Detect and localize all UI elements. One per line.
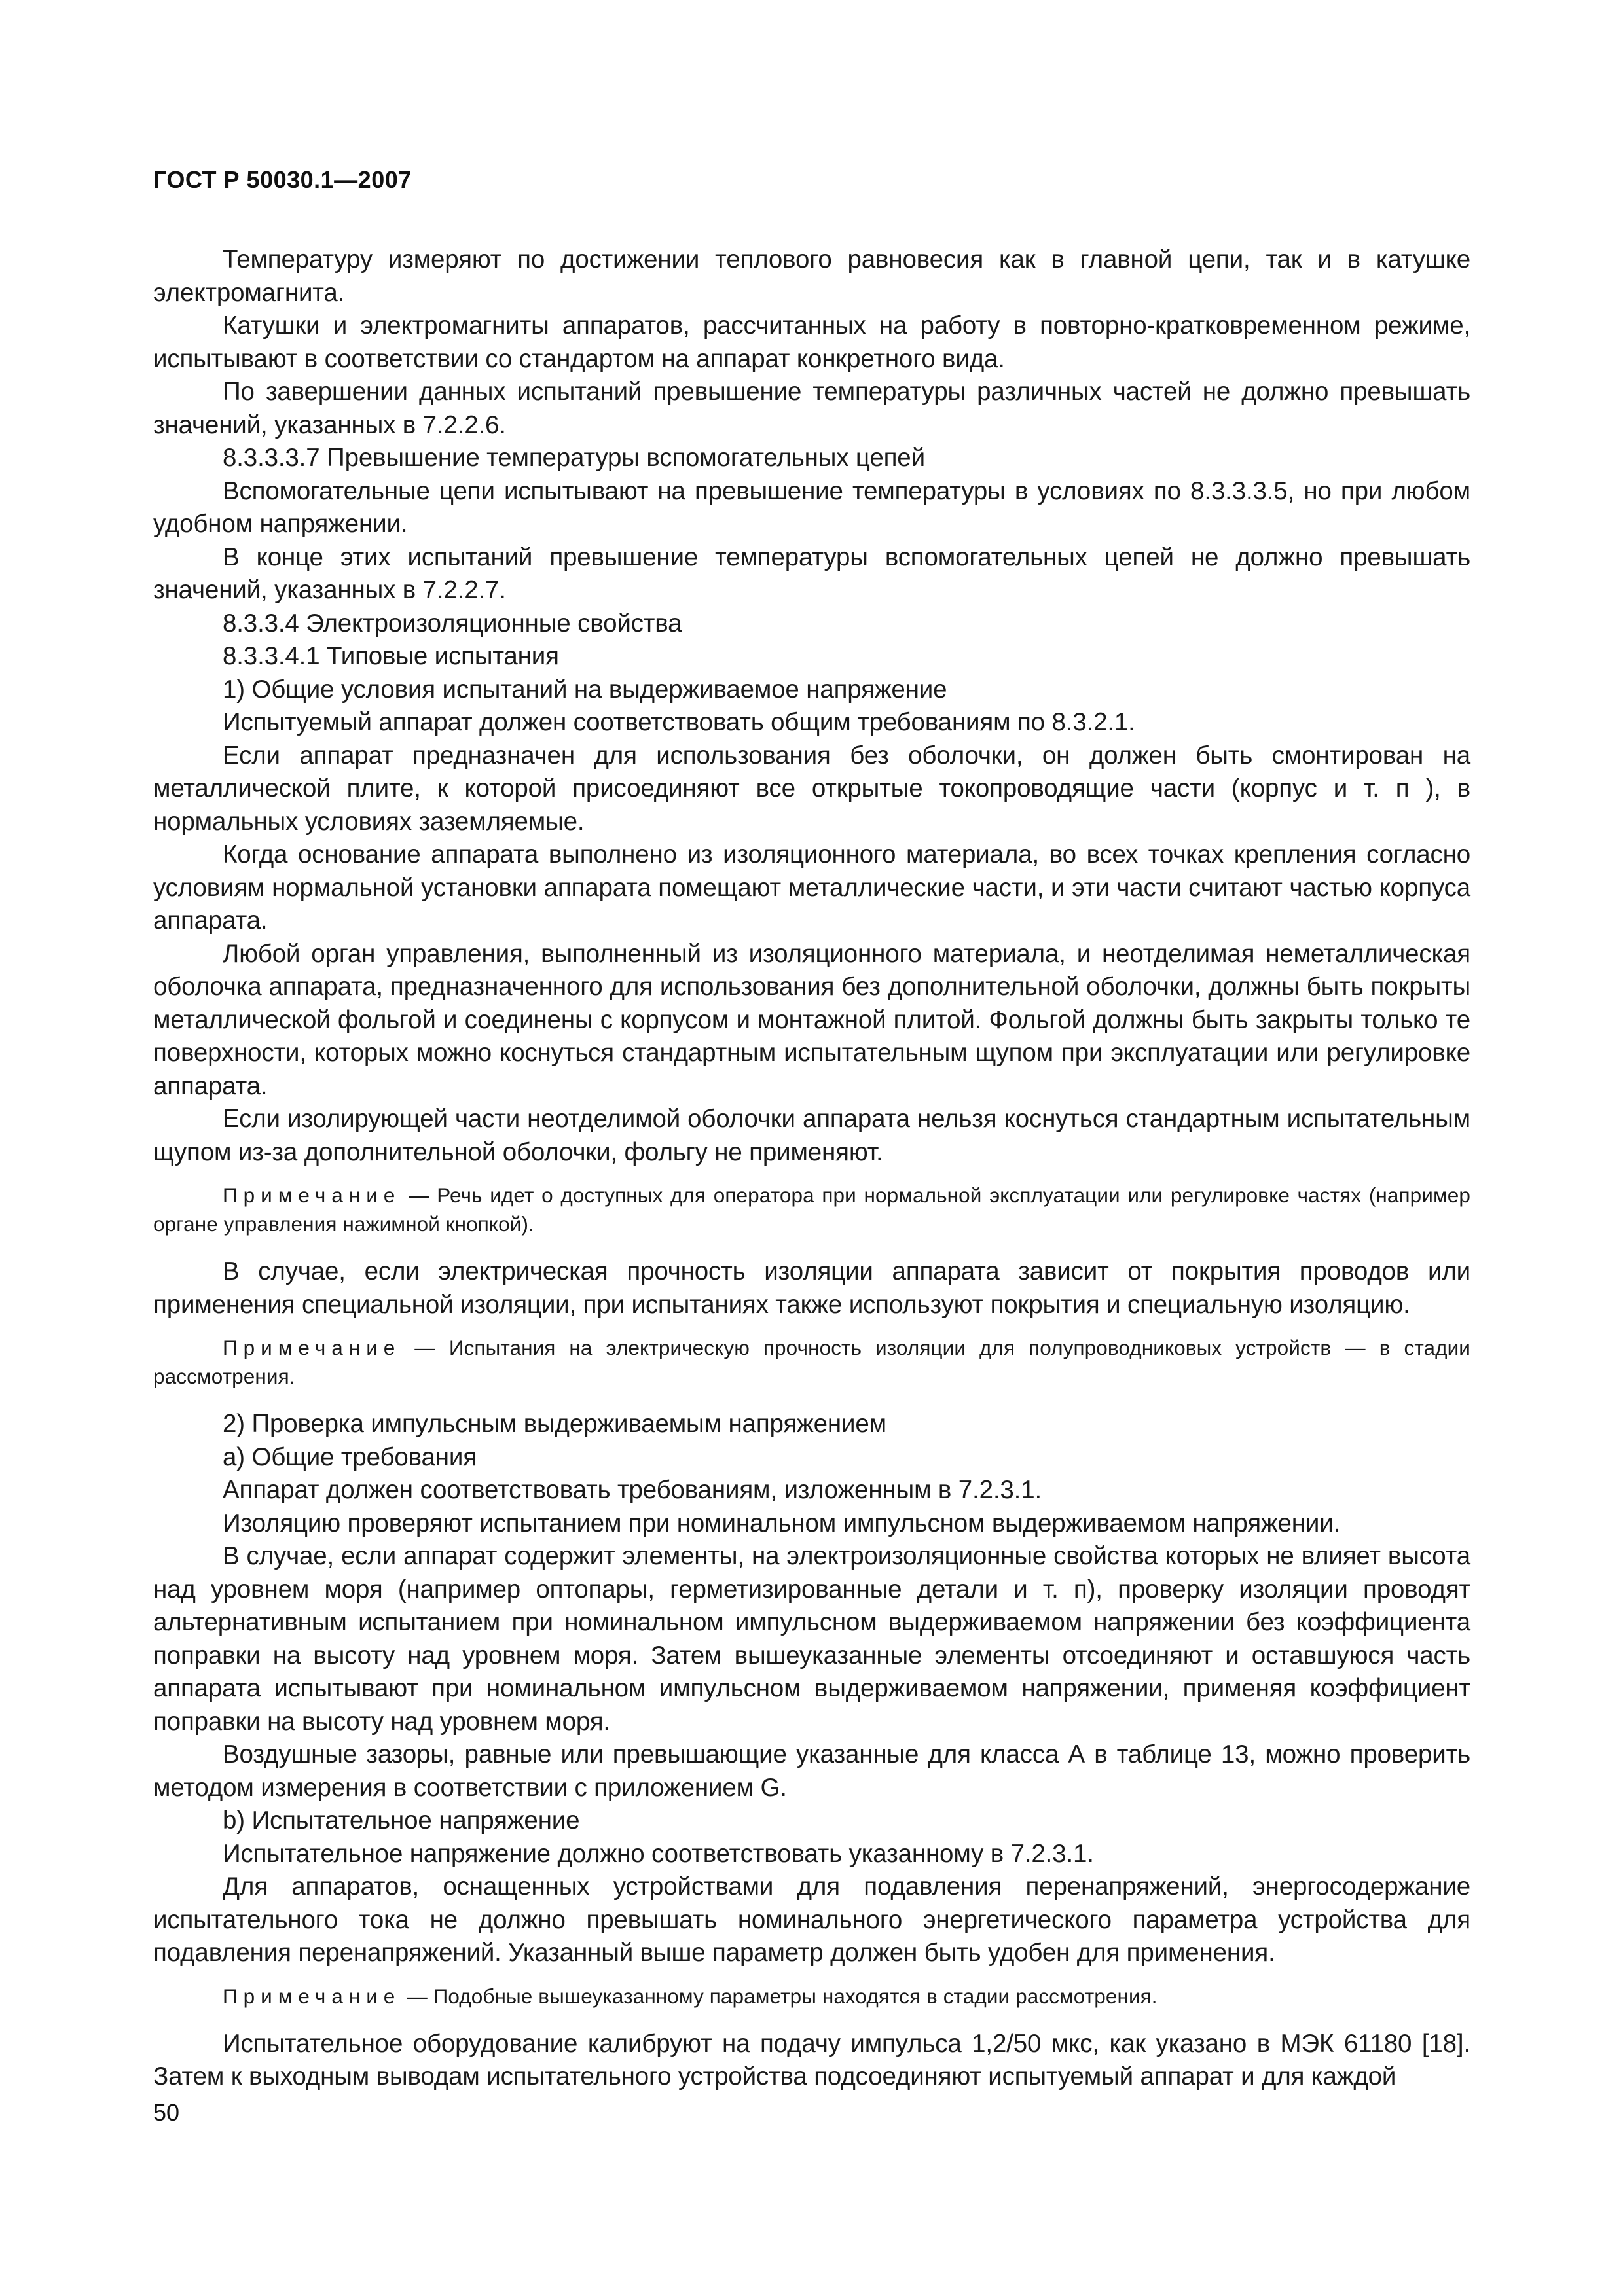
paragraph: Вспомогательные цепи испытывают на превышение температуры в условиях по 8.3.3.3.5, но при любом удобном напряжении. — [153, 476, 1470, 538]
section-heading: 8.3.3.4 Электроизоляционные свойства — [223, 609, 682, 637]
paragraph: По завершении данных испытаний превышение температуры различных частей не должно превышать значений, указанных в 7.2.2.6. — [153, 378, 1470, 439]
section-heading: а) Общие требования — [223, 1443, 477, 1471]
paragraph: Любой орган управления, выполненный из изоляционного материала, и неотделимая неметаллическая оболочка аппарата, предназначенного для использования без дополнительной оболочки, должны быть покрыты металлической фольгой и соединены с корпусом и монтажной плитой. Фольгой должны быть закрыты только те поверхности, которых можно коснуться стандартным испытательным щупом при эксплуатации или регулировке аппарата. — [153, 939, 1470, 1100]
paragraph: Испытуемый аппарат должен соответствовать общим требованиям по 8.3.2.1. — [223, 708, 1135, 736]
paragraph: В конце этих испытаний превышение температуры вспомогательных цепей не должно превышать значений, указанных в 7.2.2.7. — [153, 543, 1470, 604]
paragraph: Температуру измеряют по достижении теплового равновесия как в главной цепи, так и в катушке электромагнита. — [153, 245, 1470, 307]
paragraph: Для аппаратов, оснащенных устройствами для подавления перенапряжений, энергосодержание испытательного тока не должно превышать номинального энергетического параметра устройства для подавления перенапряжений. Указанный выше параметр должен быть удобен для применения. — [153, 1873, 1470, 1967]
paragraph: Воздушные зазоры, равные или превышающие указанные для класса А в таблице 13, можно проверить методом измерения в соответствии с приложением G. — [153, 1740, 1470, 1802]
note-text: — Подобные вышеуказанному параметры находятся в стадии рассмотрения. — [407, 1984, 1158, 2008]
paragraph: Аппарат должен соответствовать требованиям, изложенным в 7.2.3.1. — [223, 1476, 1042, 1504]
paragraph: В случае, если электрическая прочность изоляции аппарата зависит от покрытия проводов или применения специальной изоляции, при испытаниях также используют покрытия и специальную изоляцию. — [153, 1257, 1470, 1319]
paragraph: Испытательное оборудование калибруют на подачу импульса 1,2/50 мкс, как указано в МЭК 61180 [18]. Затем к выходным выводам испытательного устройства подсоединяют испытуемый аппарат и для каждой — [153, 2029, 1470, 2090]
note-label: Примечание — [223, 1336, 401, 1359]
section-heading: 8.3.3.4.1 Типовые испытания — [223, 642, 559, 670]
note-text: — Речь идет о доступных для оператора при нормальной эксплуатации или регулировке частях (например органе управления нажимной кнопкой). — [153, 1183, 1470, 1236]
note-text: — Испытания на электрическую прочность изоляции для полупроводниковых устройств — в стадии рассмотрения. — [153, 1336, 1470, 1388]
page-number: 50 — [153, 2099, 180, 2126]
document-header: ГОСТ Р 50030.1—2007 — [153, 166, 412, 193]
paragraph: Когда основание аппарата выполнено из изоляционного материала, во всех точках крепления согласно условиям нормальной установки аппарата помещают металлические части, и эти части считают частью корпуса аппарата. — [153, 840, 1470, 935]
note — [153, 1333, 1470, 1391]
paragraph: Если изолирующей части неотделимой оболочки аппарата нельзя коснуться стандартным испытательным щупом из-за дополнительной оболочки, фольгу не применяют. — [153, 1105, 1470, 1166]
paragraph: Если аппарат предназначен для использования без оболочки, он должен быть смонтирован на металлической плите, к которой присоединяют все открытые токопроводящие части (корпус и т. п ), в нормальных условиях заземляемые. — [153, 741, 1470, 836]
document-body — [153, 243, 1470, 2094]
section-heading: 1) Общие условия испытаний на выдерживаемое напряжение — [223, 675, 947, 704]
section-heading: 2) Проверка импульсным выдерживаемым напряжением — [223, 1410, 886, 1438]
note — [153, 1982, 1470, 2011]
section-heading: b) Испытательное напряжение — [223, 1806, 580, 1835]
paragraph: Испытательное напряжение должно соответствовать указанному в 7.2.3.1. — [223, 1839, 1094, 1868]
paragraph: Изоляцию проверяют испытанием при номинальном импульсном выдерживаемом напряжении. — [223, 1509, 1341, 1537]
paragraph: В случае, если аппарат содержит элементы, на электроизоляционные свойства которых не влияет высота над уровнем моря (например оптопары, герметизированные детали и т. п), проверку изоляции проводят альтернативным испытанием при номинальном импульсном выдерживаемом напряжении без коэффициента поправки на высоту над уровнем моря. Затем вышеуказанные элементы отсоединяют и оставшуюся часть аппарата испытывают при номинальном импульсном выдерживаемом напряжении, применяя коэффициент поправки на высоту над уровнем моря. — [153, 1542, 1470, 1736]
paragraph: Катушки и электромагниты аппаратов, рассчитанных на работу в повторно-кратковременном режиме, испытывают в соответствии со стандартом на аппарат конкретного вида. — [153, 312, 1470, 373]
note-label: Примечание — [223, 1984, 401, 2008]
note-label: Примечание — [223, 1183, 401, 1207]
note — [153, 1181, 1470, 1238]
section-heading: 8.3.3.3.7 Превышение температуры вспомогательных цепей — [223, 444, 925, 472]
